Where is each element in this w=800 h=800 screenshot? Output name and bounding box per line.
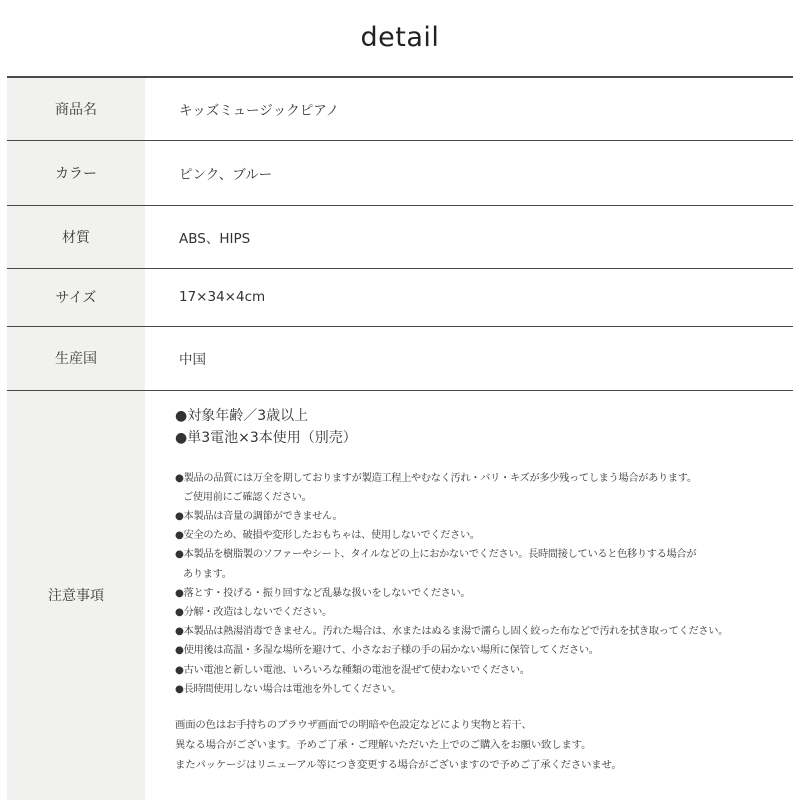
spec-row-color [7,140,793,205]
color-label: カラー [7,140,145,205]
notice-item: ●安全のため、破損や変形したおもちゃは、使用しないでください。 [175,530,480,542]
spec-row-material [7,205,793,268]
disclaimer-line: 画面の色はお手持ちのブラウザ画面での明暗や色設定などにより実物と若干、 [175,718,532,731]
notice-list [175,469,793,699]
notice-item: ●使用後は高温・多湿な場所を避けて、小さなお子様の手の届かない場所に保管してください。 [175,645,599,657]
origin-label: 生産国 [7,326,145,390]
notice-item: ●本製品は音量の調節ができません。 [175,510,343,522]
notice-item-continuation: ご使用前にご確認ください。 [183,491,312,503]
notes-content [145,390,793,800]
size-label: サイズ [7,268,145,326]
spec-table [7,76,793,800]
product-name-label: 商品名 [7,77,145,140]
main-point-battery: ●単3電池×3本使用（別売） [175,429,357,446]
notice-item-continuation: あります。 [183,568,232,580]
notice-item: ●分解・改造はしないでください。 [175,606,332,618]
spec-row-origin [7,326,793,390]
notice-item: ●製品の品質には万全を期しておりますが製造工程上やむなく汚れ・バリ・キズが多少残ってしまう場合があります。 [175,472,697,484]
notice-item: ●本製品を樹脂製のソファーやシート、タイルなどの上におかないでください。長時間接していると色移りする場合が [175,549,697,561]
notice-item: ●落とす・投げる・振り回すなど乱暴な扱いをしないでください。 [175,587,471,599]
notice-item: ●本製品は熱湯消毒できません。汚れた場合は、水またはぬるま湯で濡らし固く絞った布などで汚れを拭き取ってください。 [175,626,729,638]
disclaimer-line: 異なる場合がございます。予めご了承・ご理解いただいた上でのご購入をお願い致します。 [175,738,592,751]
spec-row-notes [7,390,793,800]
disclaimer-line: またパッケージはリニューアル等につき変更する場合がございますので予めご了承くださいませ。 [175,758,622,771]
material-value: ABS、HIPS [145,205,793,268]
page-title: detail [360,22,440,53]
origin-value: 中国 [145,326,793,390]
spec-row-product-name [7,77,793,140]
main-point-age: ●対象年齢／3歳以上 [175,407,309,424]
notes-label: 注意事項 [7,390,145,800]
notice-item: ●長時間使用しない場合は電池を外してください。 [175,683,402,695]
spec-row-size [7,268,793,326]
notice-item: ●古い電池と新しい電池、いろいろな種類の電池を混ぜて使わないでください。 [175,664,530,676]
color-value: ピンク、ブルー [145,140,793,205]
main-points [175,405,793,449]
color-disclaimer [175,715,793,775]
size-value: 17×34×4cm [145,268,793,326]
product-name-value: キッズミュージックピアノ [145,77,793,140]
material-label: 材質 [7,205,145,268]
